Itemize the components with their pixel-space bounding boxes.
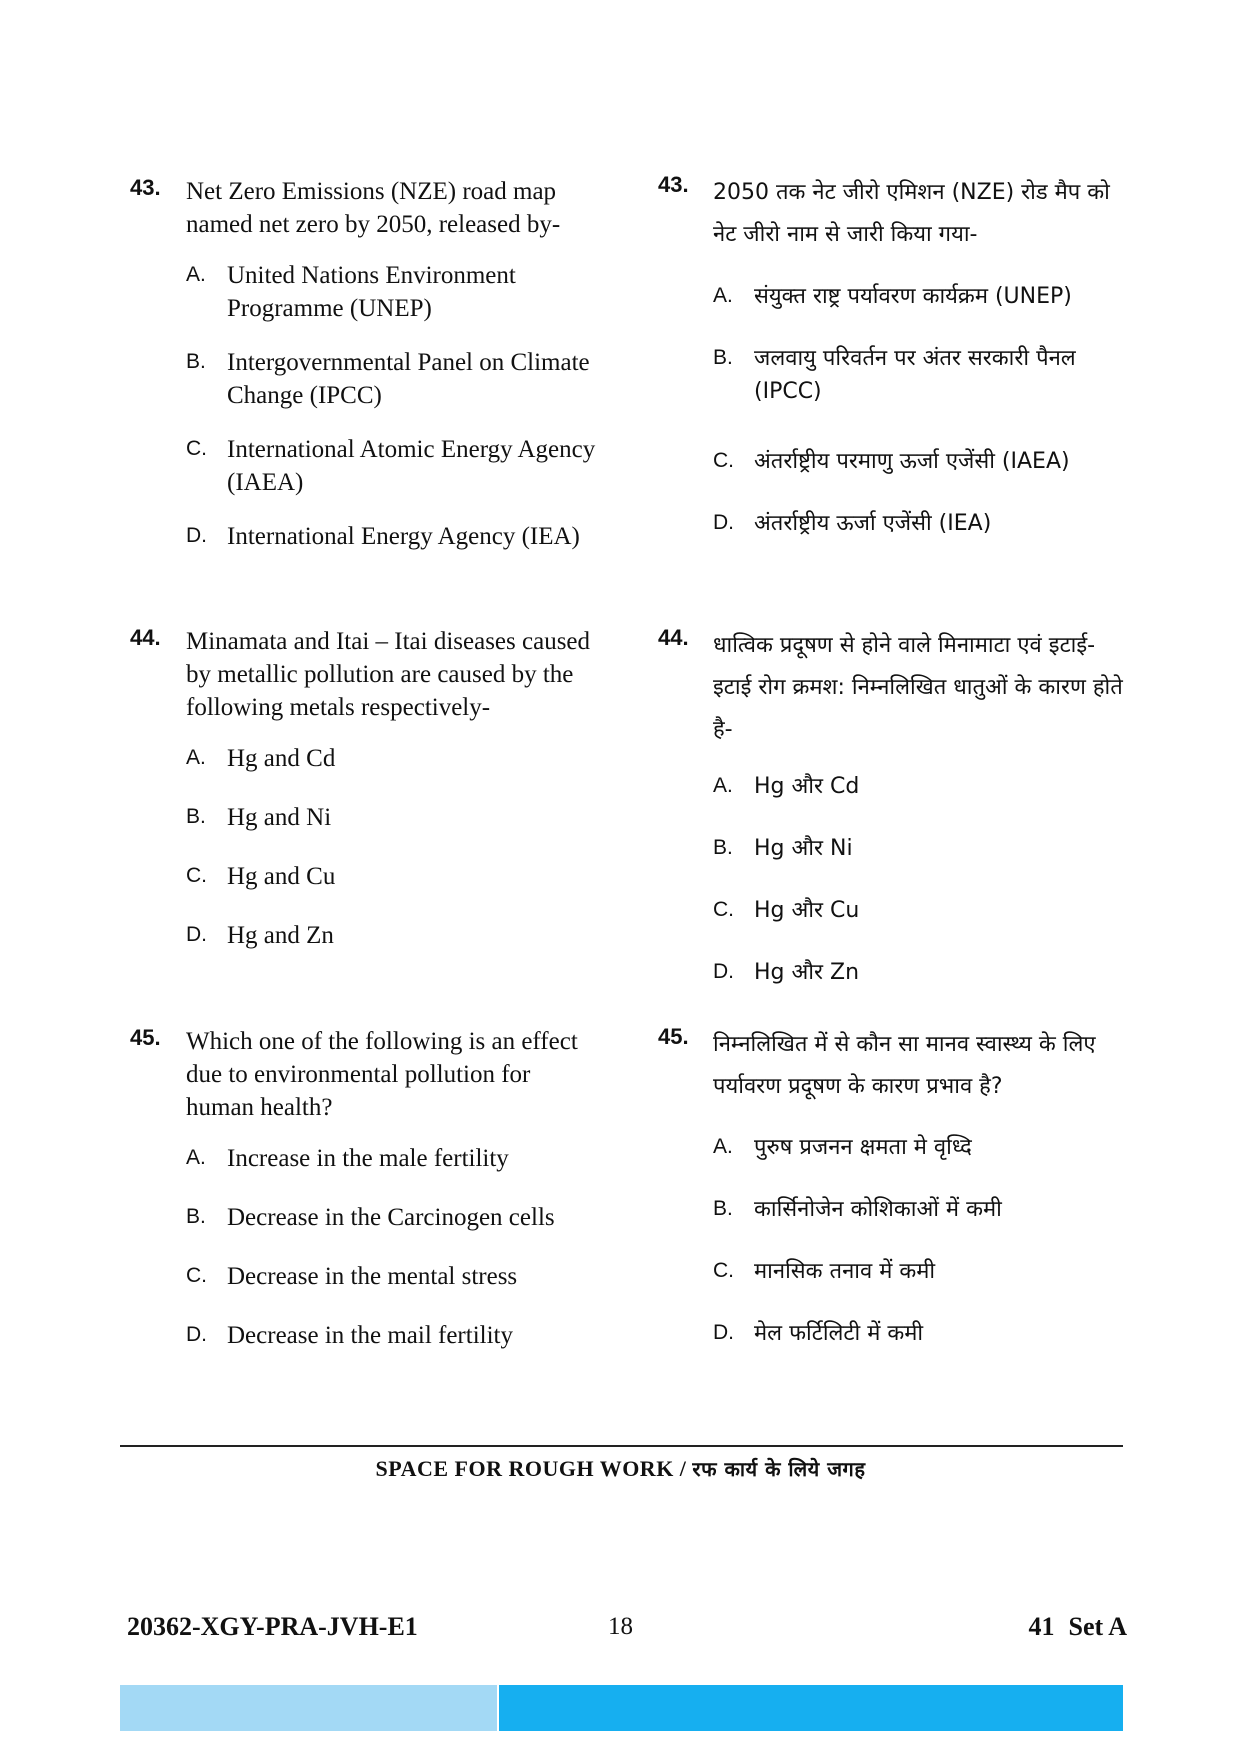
question-number: 45.: [130, 1025, 161, 1050]
option-label: A.: [186, 746, 206, 769]
option-b: [186, 1201, 596, 1234]
question-number: 43.: [658, 172, 689, 197]
question-number: 45.: [658, 1024, 689, 1049]
option-label: B.: [186, 805, 206, 828]
option-label: B.: [713, 346, 733, 369]
option-label: D.: [186, 1323, 207, 1346]
option-c: [186, 860, 596, 893]
set-indicator: [1029, 1612, 1128, 1642]
option-label: D.: [713, 1321, 734, 1344]
option-label: C.: [186, 437, 207, 460]
paper-code: 20362-XGY-PRA-JVH-E1: [127, 1612, 418, 1641]
option-text: Decrease in the mental stress: [227, 1263, 518, 1290]
option-label: B.: [186, 350, 206, 373]
option-d: [713, 956, 1123, 989]
option-text: Hg and Cu: [227, 863, 336, 890]
option-label: C.: [713, 449, 734, 472]
option-text: Hg and Zn: [227, 922, 334, 949]
option-a: [713, 1131, 1123, 1164]
option-text: जलवायु परिवर्तन पर अंतर सरकारी पैनल (IPCC): [754, 346, 1076, 404]
series-number: 41: [1028, 1612, 1055, 1641]
set-label: Set A: [1068, 1612, 1127, 1641]
option-label: B.: [713, 1197, 733, 1220]
option-c: [713, 445, 1123, 478]
option-label: C.: [713, 1259, 734, 1282]
option-text: Increase in the male fertility: [227, 1145, 509, 1172]
option-label: D.: [713, 511, 734, 534]
option-text: अंतर्राष्ट्रीय परमाणु ऊर्जा एजेंसी (IAEA): [754, 449, 1070, 474]
rough-work-label-hi: रफ कार्य के लिये जगह: [692, 1457, 866, 1481]
footer-band-dark: [499, 1685, 1123, 1731]
option-label: B.: [186, 1205, 206, 1228]
option-d: [713, 1317, 1123, 1350]
rough-work-label: [0, 1455, 1241, 1482]
option-text: पुरुष प्रजनन क्षमता मे वृध्दि: [754, 1135, 972, 1160]
question-44-hi: [658, 625, 1128, 751]
question-45-en: [130, 1025, 600, 1124]
option-text: मानसिक तनाव में कमी: [754, 1259, 936, 1284]
option-text: Intergovernmental Panel on Climate Change (IPCC): [227, 349, 590, 409]
question-text: धात्विक प्रदूषण से होने वाले मिनामाटा एवं इटाई-इटाई रोग क्रमश: निम्नलिखित धातुओं के कारण होते है-: [713, 633, 1123, 742]
option-label: B.: [713, 836, 733, 859]
option-a: [713, 770, 1123, 803]
option-text: Decrease in the mail fertility: [227, 1322, 513, 1349]
option-label: A.: [713, 284, 733, 307]
option-text: Hg and Cd: [227, 745, 336, 772]
option-label: A.: [713, 774, 733, 797]
option-label: D.: [186, 923, 207, 946]
option-text: संयुक्त राष्ट्र पर्यावरण कार्यक्रम (UNEP): [754, 284, 1072, 309]
rough-work-divider: [120, 1445, 1123, 1447]
option-a: [186, 259, 596, 325]
option-b: [713, 832, 1123, 865]
option-text: International Energy Agency (IEA): [227, 523, 580, 550]
option-text: International Atomic Energy Agency (IAEA): [227, 436, 596, 496]
option-text: Hg और Cu: [754, 898, 860, 923]
question-text: 2050 तक नेट जीरो एमिशन (NZE) रोड मैप को नेट जीरो नाम से जारी किया गया-: [713, 180, 1110, 247]
option-a: [186, 1142, 596, 1175]
option-label: D.: [186, 524, 207, 547]
question-text: Minamata and Itai – Itai diseases caused by metallic pollution are caused by the following metals respectively-: [186, 628, 591, 721]
question-number: 44.: [658, 625, 689, 650]
option-text: Hg और Cd: [754, 774, 860, 799]
option-d: [186, 919, 596, 952]
option-b: [713, 342, 1123, 408]
option-d: [713, 507, 1123, 540]
question-number: 44.: [130, 625, 161, 650]
question-44-en: [130, 625, 600, 724]
option-c: [713, 894, 1123, 927]
question-number: 43.: [130, 175, 161, 200]
question-43-en: [130, 175, 600, 241]
option-a: [713, 280, 1123, 313]
question-45-hi: [658, 1024, 1128, 1108]
option-text: Hg और Zn: [754, 960, 860, 985]
option-label: C.: [186, 864, 207, 887]
question-text: Net Zero Emissions (NZE) road map named net zero by 2050, released by-: [186, 178, 561, 238]
option-label: C.: [186, 1264, 207, 1287]
option-d: [186, 1319, 596, 1352]
option-c: [713, 1255, 1123, 1288]
rough-work-label-en: SPACE FOR ROUGH WORK /: [375, 1456, 687, 1481]
question-43-hi: [658, 172, 1128, 256]
option-a: [186, 742, 596, 775]
option-text: कार्सिनोजेन कोशिकाओं में कमी: [754, 1197, 1002, 1222]
option-text: Hg and Ni: [227, 804, 332, 831]
option-d: [186, 520, 596, 553]
option-text: Decrease in the Carcinogen cells: [227, 1204, 555, 1231]
option-text: अंतर्राष्ट्रीय ऊर्जा एजेंसी (IEA): [754, 511, 992, 536]
option-label: C.: [713, 898, 734, 921]
option-label: A.: [186, 263, 206, 286]
option-text: मेल फर्टिलिटी में कमी: [754, 1321, 924, 1346]
option-label: A.: [713, 1135, 733, 1158]
option-c: [186, 1260, 596, 1293]
option-label: D.: [713, 960, 734, 983]
option-c: [186, 433, 596, 499]
footer-band-light: [120, 1685, 497, 1731]
page-number: 18: [608, 1613, 633, 1640]
question-text: निम्नलिखित में से कौन सा मानव स्वास्थ्य के लिए पर्यावरण प्रदूषण के कारण प्रभाव है?: [713, 1032, 1096, 1099]
question-text: Which one of the following is an effect due to environmental pollution for human health?: [186, 1028, 578, 1121]
option-b: [186, 346, 596, 412]
option-label: A.: [186, 1146, 206, 1169]
option-text: Hg और Ni: [754, 836, 853, 861]
option-text: United Nations Environment Programme (UNEP): [227, 262, 516, 322]
option-b: [713, 1193, 1123, 1226]
option-b: [186, 801, 596, 834]
